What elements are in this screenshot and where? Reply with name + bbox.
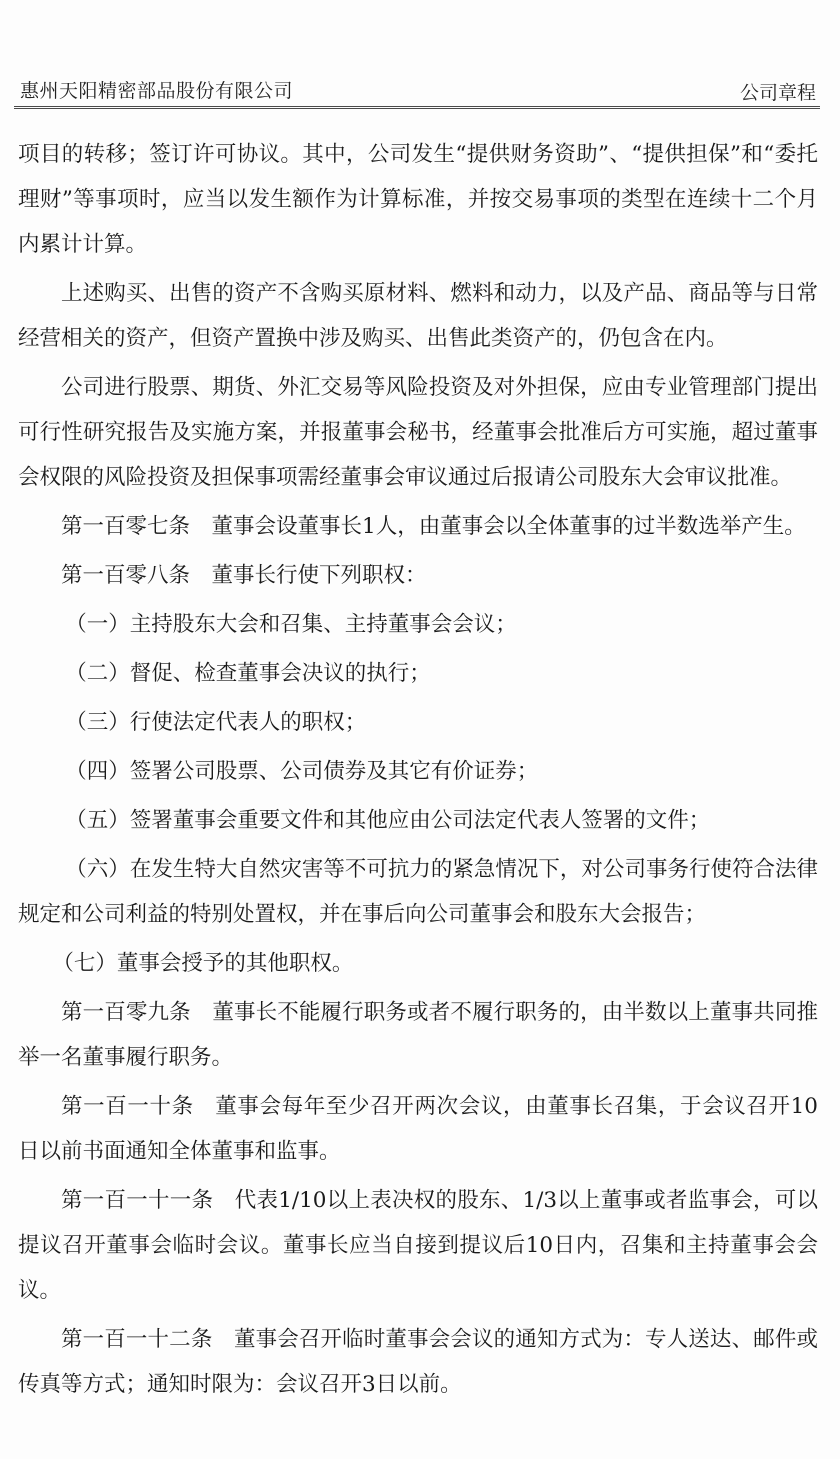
article-110 — [18, 1084, 818, 1174]
article-text: 代表1/10以上表决权的股东、1/3以上董事或者监事会，可以提议召开董事会临时会议。董事长应当自接到提议后10日内，召集和主持董事会会议。 — [18, 1188, 818, 1303]
article-number: 第一百零八条 — [61, 563, 191, 588]
article-number: 第一百一十二条 — [61, 1327, 213, 1352]
article-107 — [18, 504, 818, 549]
list-item: （四）签署公司股票、公司债券及其它有价证券； — [65, 759, 539, 784]
article-number: 第一百一十一条 — [61, 1188, 214, 1213]
list-item: （二）督促、检查董事会决议的执行； — [65, 661, 431, 686]
document-body — [18, 132, 818, 1411]
paragraph-continuation: 项目的转移；签订许可协议。其中，公司发生“提供财务资助”、“提供担保”和“委托理财”等事项时，应当以发生额作为计算标准，并按交易事项的类型在连续十二个月内累计计算。 — [18, 142, 818, 257]
article-111 — [18, 1178, 818, 1313]
article-text: 董事长行使下列职权： — [211, 563, 427, 588]
article-108 — [18, 553, 818, 598]
list-item: （五）签署董事会重要文件和其他应由公司法定代表人签署的文件； — [65, 808, 711, 833]
header-divider — [14, 106, 820, 109]
company-name: 惠州天阳精密部品股份有限公司 — [20, 80, 294, 102]
article-number: 第一百零九条 — [61, 1000, 191, 1025]
paragraph: 上述购买、出售的资产不含购买原材料、燃料和动力，以及产品、商品等与日常经营相关的资产，但资产置换中涉及购买、出售此类资产的，仍包含在内。 — [18, 281, 818, 351]
paragraph: 公司进行股票、期货、外汇交易等风险投资及对外担保，应由专业管理部门提出可行性研究报告及实施方案，并报董事会秘书，经董事会批准后方可实施，超过董事会权限的风险投资及担保事项需经董事会审议通过后报请公司股东大会审议批准。 — [18, 375, 818, 490]
list-item: （七）董事会授予的其他职权。 — [52, 951, 354, 976]
article-112 — [18, 1317, 818, 1407]
article-text: 董事长不能履行职务或者不履行职务的，由半数以上董事共同推举一名董事履行职务。 — [18, 1000, 818, 1070]
article-109 — [18, 990, 818, 1080]
list-item: （三）行使法定代表人的职权； — [65, 710, 367, 735]
article-number: 第一百一十条 — [61, 1094, 194, 1119]
page-header — [14, 72, 820, 106]
list-item: （一）主持股东大会和召集、主持董事会会议； — [65, 612, 517, 637]
article-text: 董事会设董事长1人，由董事会以全体董事的过半数选举产生。 — [211, 514, 806, 539]
article-text: 董事会召开临时董事会会议的通知方式为：专人送达、邮件或传真等方式；通知时限为：会议召开3日以前。 — [18, 1327, 818, 1397]
list-item: （六）在发生特大自然灾害等不可抗力的紧急情况下，对公司事务行使符合法律规定和公司利益的特别处置权，并在事后向公司董事会和股东大会报告； — [18, 857, 818, 927]
article-text: 董事会每年至少召开两次会议，由董事长召集，于会议召开10日以前书面通知全体董事和监事。 — [18, 1094, 818, 1164]
document-title: 公司章程 — [739, 82, 816, 104]
article-number: 第一百零七条 — [61, 514, 191, 539]
